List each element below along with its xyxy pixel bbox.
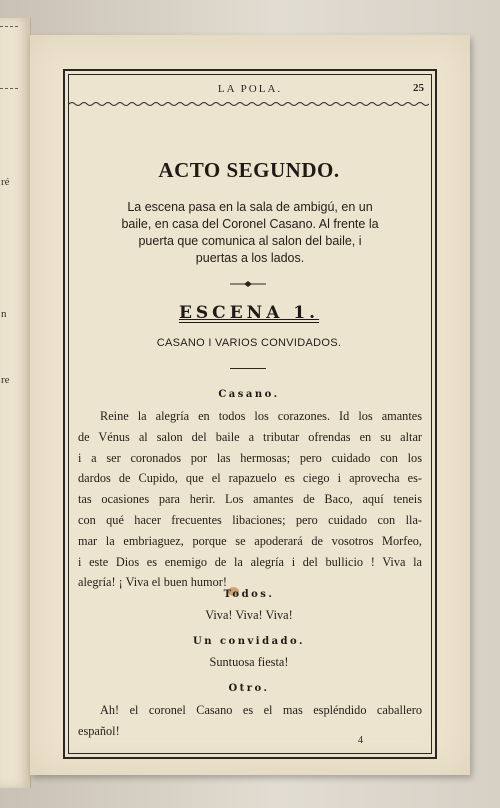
speaker-name: Todos. <box>223 589 275 600</box>
speaker-name: Casano. <box>218 389 280 400</box>
running-title: LA POLA. <box>217 83 283 95</box>
stage-direction-line: puertas a los lados. <box>195 251 305 265</box>
facing-page-fragment: n <box>1 308 7 320</box>
speech-text <box>78 406 422 593</box>
page-number: 25 <box>413 82 424 94</box>
speech-line: i a ser coronados por las hermosas; pero cuidado con los <box>78 450 422 465</box>
character-list: CASANO I VARIOS CONVIDADOS. <box>156 337 342 349</box>
speech-line: i este Dios es enemigo de la alegría i del bullicio ! Viva la <box>78 554 422 569</box>
wavy-rule <box>69 101 429 107</box>
speech-line: mar la embriaguez, porque se apoderará de vosotros Morfeo, <box>78 533 422 548</box>
facing-page-fragment: ré <box>1 176 10 188</box>
ornament-divider <box>230 280 266 288</box>
speech-line: Reine la alegría en todos los corazones. Id los amantes <box>100 409 422 423</box>
signature-mark: 4 <box>358 735 363 746</box>
stage-direction <box>80 199 420 267</box>
stage-direction-line: La escena pasa en la sala de ambigú, en un <box>127 200 373 214</box>
book-page <box>30 35 470 775</box>
facing-page-rule <box>0 88 18 89</box>
speech-line: tas ocasiones para herir. Los amantes de Baco, aquí teneis <box>78 492 422 507</box>
scene-title: ESCENA 1. <box>178 303 320 323</box>
speech-text <box>78 700 422 742</box>
facing-page-edge <box>0 18 31 788</box>
speech-line: dardos de Cupido, que el rapazuelo es ciego i aprovecha es- <box>78 471 422 486</box>
speech-line: Ah! el coronel Casano es el mas espléndido caballero <box>100 703 422 717</box>
speech-line: alegría! ¡ Viva el buen humor! <box>78 575 227 590</box>
act-title: ACTO SEGUNDO. <box>158 158 340 182</box>
stage-direction-line: puerta que comunica al salon del baile, i <box>138 234 362 248</box>
stage-direction-line: baile, en casa del Coronel Casano. Al frente la <box>121 217 379 231</box>
speech-line: Viva! Viva! Viva! <box>205 608 293 622</box>
facing-page-rule <box>0 26 18 27</box>
speech-line: español! <box>78 723 120 738</box>
running-head <box>70 81 430 97</box>
speech-line: Suntuosa fiesta! <box>209 655 289 669</box>
speaker-name: Otro. <box>228 683 270 694</box>
short-rule <box>230 368 266 369</box>
speech-line: con qué hacer frecuentes libaciones; pero cuidado con lla- <box>78 512 422 527</box>
facing-page-fragment: re <box>1 374 10 386</box>
speaker-name: Un convidado. <box>192 636 306 647</box>
speech-line: de Vénus al salon del baile a tributar ofrendas en su altar <box>78 429 422 444</box>
